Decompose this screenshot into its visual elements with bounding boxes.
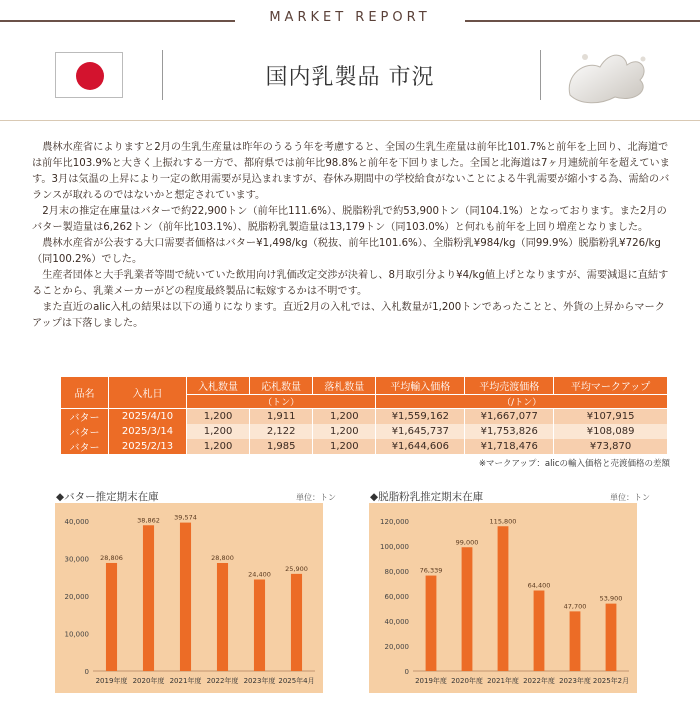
bar-value-label: 39,574 (174, 513, 197, 522)
page-title: 国内乳製品 市況 (265, 65, 435, 90)
cell-sale-price: ¥1,753,826 (465, 424, 554, 439)
y-tick-label: 60,000 (384, 593, 409, 601)
skim-milk-chart-title: ◆脱脂粉乳推定期末在庫 (370, 491, 484, 503)
cell-product: バター (61, 424, 109, 439)
butter-chart-unit: 単位：トン (296, 493, 336, 502)
butter-inventory-chart (55, 503, 323, 693)
cell-date: 2025/3/14 (109, 424, 187, 439)
table-row (61, 439, 668, 454)
cell-date: 2025/4/10 (109, 409, 187, 425)
x-tick-label: 2023年度 (559, 677, 591, 685)
y-tick-label: 10,000 (64, 630, 89, 639)
y-tick-label: 80,000 (384, 568, 409, 576)
x-tick-label: 2019年度 (415, 677, 447, 685)
x-tick-label: 2025年2月 (592, 677, 630, 685)
japan-flag-icon (55, 52, 123, 98)
x-tick-label: 2020年度 (132, 677, 165, 685)
bar-value-label: 53,900 (599, 594, 623, 603)
cell-product: バター (61, 409, 109, 425)
cell-bid-qty: 1,985 (250, 439, 313, 454)
cell-bid-qty: 1,911 (250, 409, 313, 425)
bar (462, 547, 473, 671)
y-tick-label: 120,000 (380, 518, 409, 526)
cell-import-price: ¥1,645,737 (376, 424, 465, 439)
bar (606, 604, 617, 671)
y-tick-label: 0 (84, 668, 89, 676)
skim-milk-chart-unit: 単位：トン (610, 493, 650, 502)
bar-value-label: 99,000 (455, 538, 479, 547)
col-header-markup: 平均マークアップ (554, 377, 668, 395)
paragraph-negotiation: 生産者団体と大手乳業者等間で続いていた飲用向け乳価改定交渉が決着し、8月取引分より¥4/kg値上げとなりますが、需要減退に直結することから、乳業メーカーがどの程度最終製品に転嫁するかは不明です。 (32, 270, 669, 297)
cell-tender-qty: 1,200 (187, 424, 250, 439)
paragraph-inventory: 2月末の推定在庫量はバターで約22,900トン（前年比111.6%）、脱脂粉乳で約53,900トン（同104.1%）となっております。また2月のバター製造量は6,262トン（前年比103.1%）、脱脂粉乳製造量は13,179トン（同103.0%）と何れも前年を上回り増産となりました。 (32, 206, 667, 233)
cell-sale-price: ¥1,718,476 (465, 439, 554, 454)
butter-chart-title: ◆バター推定期末在庫 (56, 491, 159, 503)
table-row (61, 409, 668, 425)
bar-value-label: 38,862 (137, 516, 160, 525)
x-tick-label: 2025年4月 (278, 677, 315, 685)
col-header-product: 品名 (61, 377, 109, 409)
bar-value-label: 24,400 (248, 570, 271, 579)
paragraph-alic: また直近のalic入札の結果は以下の通りになります。直近2月の入札では、入札数量が1,200トンであったことと、外貨の上昇からマークアップは下落しました。 (32, 302, 665, 329)
report-body (32, 140, 672, 332)
cell-sale-price: ¥1,667,077 (465, 409, 554, 425)
bar (143, 525, 154, 671)
cell-award-qty: 1,200 (313, 424, 376, 439)
col-header-award-qty: 落札数量 (313, 377, 376, 395)
report-header (0, 0, 700, 40)
skim-milk-inventory-chart (369, 503, 637, 693)
y-tick-label: 20,000 (64, 593, 89, 601)
cell-award-qty: 1,200 (313, 409, 376, 425)
col-header-tender-qty: 入札数量 (187, 377, 250, 395)
header-separator (0, 120, 700, 121)
bar (254, 580, 265, 672)
cell-markup: ¥107,915 (554, 409, 668, 425)
unit-yen: （/トン） (376, 395, 668, 409)
y-tick-label: 40,000 (384, 618, 409, 626)
x-tick-label: 2020年度 (451, 677, 483, 685)
bar (498, 526, 509, 671)
bar-value-label: 25,900 (285, 564, 308, 573)
x-tick-label: 2021年度 (169, 677, 202, 685)
col-header-sale-price: 平均売渡価格 (465, 377, 554, 395)
bar (291, 574, 302, 671)
bar-value-label: 47,700 (563, 602, 587, 611)
bar-value-label: 115,800 (489, 517, 517, 526)
paragraph-supply: 農林水産省によりますと2月の生乳生産量は昨年のうるう年を考慮すると、全国の生乳生産量は前年比101.7%と前年を上回り、北海道では前年比103.9%と大きく上振れする一方で、都府県では前年比98.8%と前年を下回りました。全国と北海道は7ヶ月連続前年を超えています。3月は気温の上昇により一定の飲用需要が見込まれますが、春休み期間中の学校給食がないことによる牛乳需要が縮小する為、需給のバランスが取れるのではないかと想定されています。 (32, 142, 670, 201)
bar (180, 523, 191, 671)
cell-tender-qty: 1,200 (187, 439, 250, 454)
bar (570, 611, 581, 671)
col-header-bid-qty: 応札数量 (250, 377, 313, 395)
x-tick-label: 2021年度 (487, 677, 519, 685)
bar-value-label: 76,339 (419, 566, 443, 575)
alic-tender-table (60, 376, 668, 454)
bar-value-label: 64,400 (527, 581, 551, 590)
bar-value-label: 28,800 (211, 554, 234, 562)
y-tick-label: 30,000 (64, 555, 89, 564)
header-label: MARKET REPORT (269, 10, 431, 25)
cell-date: 2025/2/13 (109, 439, 187, 454)
markup-note: ※マークアップ：alicの輸入価格と売渡価格の差額 (478, 459, 670, 469)
bar (217, 563, 228, 671)
y-tick-label: 100,000 (380, 543, 409, 551)
cell-product: バター (61, 439, 109, 454)
title-divider-left (162, 50, 163, 100)
cell-award-qty: 1,200 (313, 439, 376, 454)
cell-import-price: ¥1,644,606 (376, 439, 465, 454)
y-tick-label: 0 (404, 668, 409, 676)
bar (534, 591, 545, 672)
unit-ton: （トン） (187, 395, 376, 409)
x-tick-label: 2022年度 (206, 677, 239, 685)
cell-bid-qty: 2,122 (250, 424, 313, 439)
bar (426, 576, 437, 671)
x-tick-label: 2022年度 (523, 677, 555, 685)
cell-tender-qty: 1,200 (187, 409, 250, 425)
title-divider-right (540, 50, 541, 100)
bar (106, 563, 117, 671)
x-tick-label: 2023年度 (243, 677, 276, 685)
bar-value-label: 28,806 (100, 553, 123, 562)
x-tick-label: 2019年度 (95, 677, 128, 685)
cell-markup: ¥108,089 (554, 424, 668, 439)
col-header-date: 入札日 (109, 377, 187, 409)
y-tick-label: 20,000 (384, 643, 409, 651)
col-header-import-price: 平均輸入価格 (376, 377, 465, 395)
cell-import-price: ¥1,559,162 (376, 409, 465, 425)
y-tick-label: 40,000 (64, 518, 89, 526)
paragraph-prices: 農林水産省が公表する大口需要者価格はバター¥1,498/kg（税抜、前年比101.6%）、全脂粉乳¥984/kg（同99.9%）脱脂粉乳¥726/kg（同100.2%）でした。 (32, 238, 661, 265)
table-row (61, 424, 668, 439)
cell-markup: ¥73,870 (554, 439, 668, 454)
header-rule-right (465, 20, 700, 22)
milk-splash-icon (555, 45, 655, 105)
